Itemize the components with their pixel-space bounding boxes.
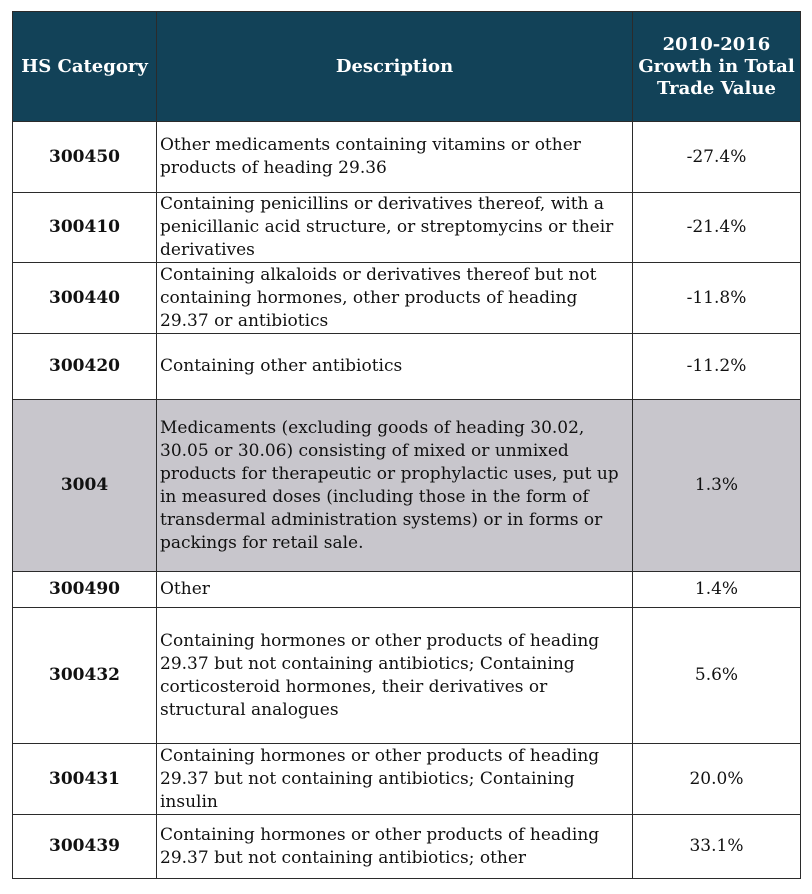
header-growth-line2: Growth in Total	[638, 55, 795, 77]
growth-cell: -11.2%	[633, 334, 801, 400]
description-cell: Other medicaments containing vitamins or other products of heading 29.36	[157, 122, 633, 193]
table-row	[13, 572, 801, 608]
hs-code-cell: 300450	[13, 122, 157, 193]
trade-growth-table	[12, 11, 801, 879]
description-cell: Other	[157, 572, 633, 608]
growth-cell: 1.4%	[633, 572, 801, 608]
table-row	[13, 744, 801, 815]
header-hs-category: HS Category	[13, 12, 157, 122]
description-cell: Containing hormones or other products of heading 29.37 but not containing antibiotics; Containing insulin	[157, 744, 633, 815]
table-row	[13, 193, 801, 263]
header-description: Description	[157, 12, 633, 122]
hs-code-cell: 300490	[13, 572, 157, 608]
growth-cell: 20.0%	[633, 744, 801, 815]
hs-code-cell: 300439	[13, 815, 157, 879]
growth-cell: -21.4%	[633, 193, 801, 263]
table-row	[13, 815, 801, 879]
description-cell: Medicaments (excluding goods of heading 30.02, 30.05 or 30.06) consisting of mixed or unmixed products for therapeutic or prophylactic uses, put up in measured doses (including those in the form of transdermal administration systems) or in forms or packings for retail sale.	[157, 400, 633, 572]
description-cell: Containing penicillins or derivatives thereof, with a penicillanic acid structure, or streptomycins or their derivatives	[157, 193, 633, 263]
growth-cell: -11.8%	[633, 263, 801, 334]
description-cell: Containing other antibiotics	[157, 334, 633, 400]
growth-cell: 5.6%	[633, 608, 801, 744]
header-growth-line1: 2010-2016	[662, 33, 771, 55]
table-row	[13, 122, 801, 193]
description-cell: Containing hormones or other products of heading 29.37 but not containing antibiotics; Containing corticosteroid hormones, their derivatives or structural analogues	[157, 608, 633, 744]
hs-code-cell: 300432	[13, 608, 157, 744]
header-row	[13, 12, 801, 122]
growth-cell: -27.4%	[633, 122, 801, 193]
hs-code-cell: 300440	[13, 263, 157, 334]
table-row-highlighted	[13, 400, 801, 572]
table-row	[13, 608, 801, 744]
header-growth-line3: Trade Value	[657, 77, 776, 99]
hs-code-cell: 300431	[13, 744, 157, 815]
hs-code-cell: 300410	[13, 193, 157, 263]
table-row	[13, 334, 801, 400]
growth-cell: 33.1%	[633, 815, 801, 879]
header-growth	[633, 12, 801, 122]
hs-code-cell: 3004	[13, 400, 157, 572]
description-cell: Containing alkaloids or derivatives thereof but not containing hormones, other products of heading 29.37 or antibiotics	[157, 263, 633, 334]
hs-code-cell: 300420	[13, 334, 157, 400]
growth-cell: 1.3%	[633, 400, 801, 572]
table-row	[13, 263, 801, 334]
description-cell: Containing hormones or other products of heading 29.37 but not containing antibiotics; other	[157, 815, 633, 879]
